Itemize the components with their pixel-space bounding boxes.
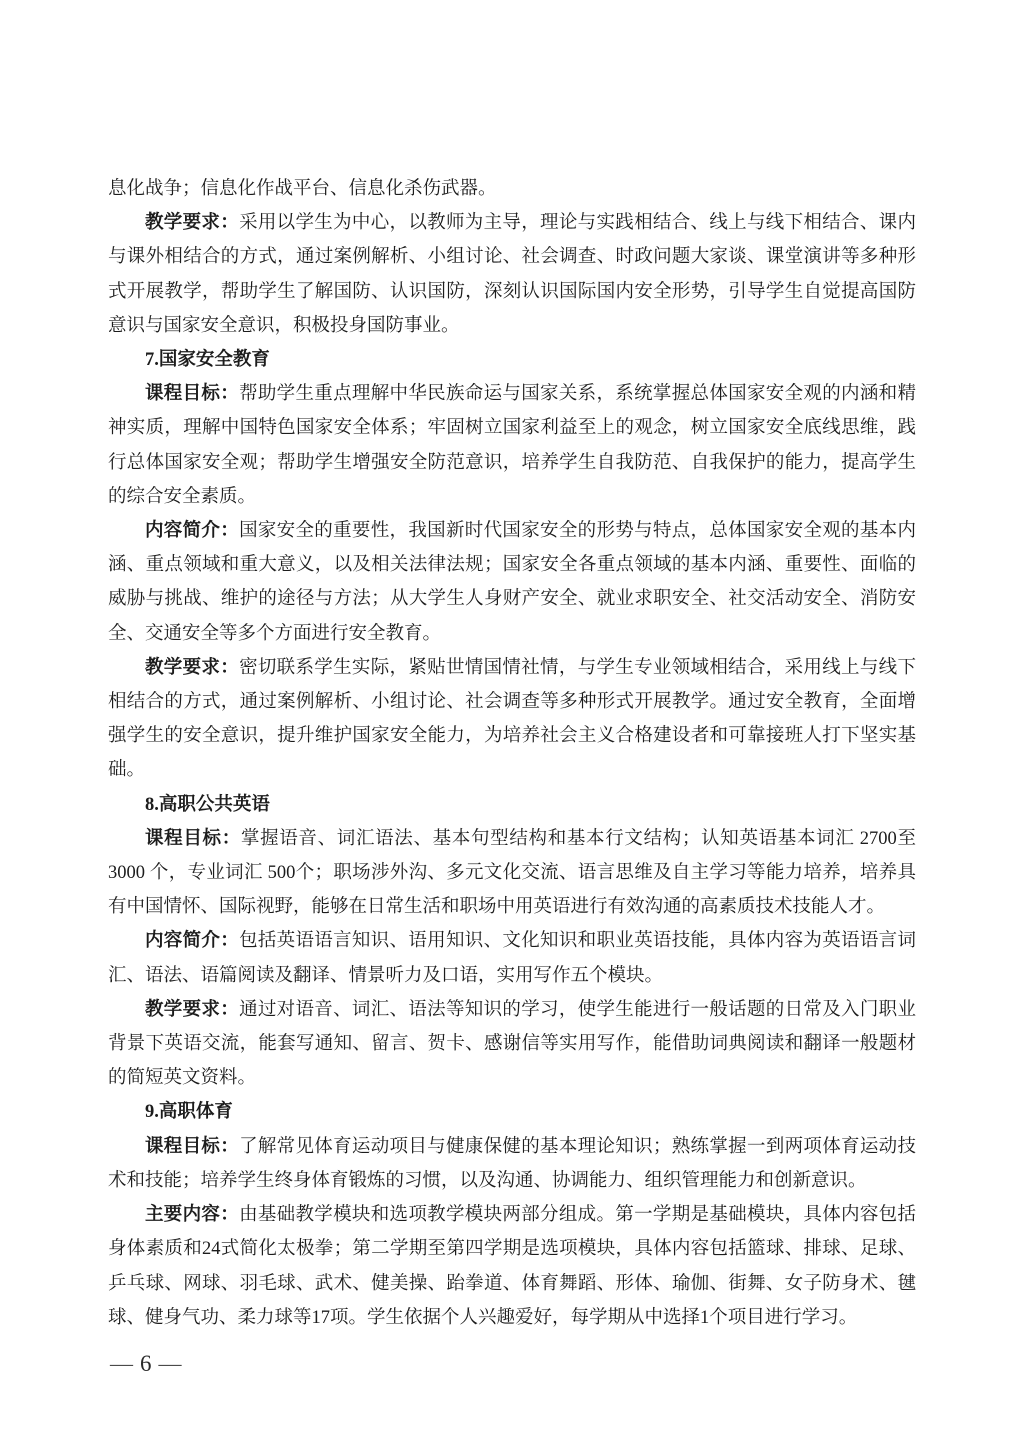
paragraph [108,993,916,1096]
footer-dash-left: — [110,1351,133,1376]
page-footer [110,1350,182,1378]
paragraph-text: 包括英语语言知识、语用知识、文化知识和职业英语技能，具体内容为英语语言词汇、语法、语篇阅读及翻译、情景听力及口语，实用写作五个模块。 [108,931,916,986]
paragraph-label: 教学要求： [145,213,240,234]
paragraph-text: 密切联系学生实际，紧贴世情国情社情，与学生专业领域相结合，采用线上与线下相结合的方式，通过案例解析、小组讨论、社会调查等多种形式开展教学。通过安全教育，全面增强学生的安全意识，提升维护国家安全能力，为培养社会主义合格建设者和可靠接班人打下坚实基础。 [108,657,916,781]
paragraph-label: 课程目标： [145,384,240,405]
paragraph-text: 由基础教学模块和选项教学模块两部分组成。第一学期是基础模块，具体内容包括身体素质和24式简化太极拳；第二学期至第四学期是选项模块，具体内容包括篮球、排球、足球、乒乓球、网球、羽毛球、武术、健美操、跆拳道、体育舞蹈、形体、瑜伽、街舞、女子防身术、毽球、健身气功、柔力球等17项。学生依据个人兴趣爱好，每学期从中选择1个项目进行学习。 [108,1205,916,1328]
section-heading: 7.国家安全教育 [145,350,270,371]
paragraph [108,206,916,343]
section-heading: 9.高职体育 [145,1102,233,1123]
paragraph [108,651,916,788]
paragraph [108,822,916,925]
paragraph-text: 了解常见体育运动项目与健康保健的基本理论知识；熟练掌握一到两项体育运动技术和技能；培养学生终身体育锻炼的习惯，以及沟通、协调能力、组织管理能力和创新意识。 [108,1136,916,1191]
section-heading: 8.高职公共英语 [145,794,270,815]
paragraph-text: 国家安全的重要性，我国新时代国家安全的形势与特点，总体国家安全观的基本内涵、重点领域和重大意义，以及相关法律法规；国家安全各重点领域的基本内涵、重要性、面临的威胁与挑战、维护的途径与方法；从大学生人身财产安全、就业求职安全、社交活动安全、消防安全、交通安全等多个方面进行安全教育。 [108,521,916,644]
paragraph-text: 掌握语音、词汇语法、基本句型结构和基本行文结构；认知英语基本词汇 2700至3000 个，专业词汇 500个；职场涉外沟、多元文化交流、语言思维及自主学习等能力培养，培养具有中国情怀、国际视野，能够在日常生活和职场中用英语进行有效沟通的高素质技术技能人才。 [108,828,916,918]
paragraph-label: 内容简介： [145,931,240,952]
paragraph-text: 息化战争；信息化作战平台、信息化杀伤武器。 [108,179,497,199]
paragraph-label: 教学要求： [145,657,240,678]
paragraph-label: 主要内容： [145,1205,240,1226]
footer-dash-right: — [158,1351,182,1376]
document-content [108,172,916,1335]
page-number: 6 [140,1351,152,1376]
paragraph [108,172,916,206]
paragraph [108,924,916,992]
paragraph-text: 通过对语音、词汇、语法等知识的学习，使学生能进行一般话题的日常及入门职业背景下英语交流，能套写通知、留言、贺卡、感谢信等实用写作，能借助词典阅读和翻译一般题材的简短英文资料。 [108,999,916,1089]
paragraph [108,1198,916,1335]
paragraph-label: 课程目标： [145,828,241,849]
paragraph-label: 课程目标： [145,1136,240,1157]
paragraph-label: 教学要求： [145,999,240,1020]
paragraph-text: 帮助学生重点理解中华民族命运与国家关系，系统掌握总体国家安全观的内涵和精神实质，理解中国特色国家安全体系；牢固树立国家利益至上的观念，树立国家安全底线思维，践行总体国家安全观；帮助学生增强安全防范意识，培养学生自我防范、自我保护的能力，提高学生的综合安全素质。 [108,384,916,507]
paragraph [108,377,916,514]
paragraph [108,514,916,651]
paragraph-text: 采用以学生为中心，以教师为主导，理论与实践相结合、线上与线下相结合、课内与课外相结合的方式，通过案例解析、小组讨论、社会调查、时政问题大家谈、课堂演讲等多种形式开展教学，帮助学生了解国防、认识国防，深刻认识国际国内安全形势，引导学生自觉提高国防意识与国家安全意识，积极投身国防事业。 [108,213,916,336]
paragraph-label: 内容简介： [145,521,240,542]
paragraph [108,1130,916,1198]
